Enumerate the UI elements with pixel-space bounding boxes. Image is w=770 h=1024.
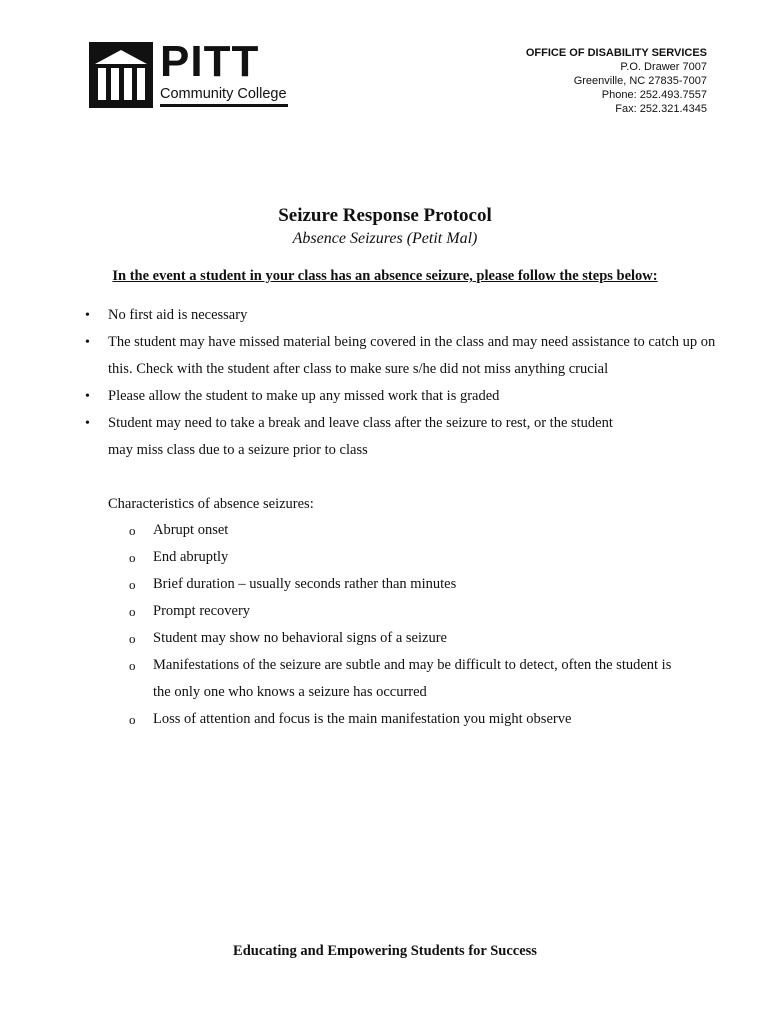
fax-number: Fax: 252.321.4345 — [615, 103, 707, 115]
college-logo — [89, 37, 289, 108]
characteristics-heading: Characteristics of absence seizures: — [108, 496, 314, 512]
logo-underline — [160, 104, 288, 107]
characteristic-text: Manifestations of the seizure are subtle and may be difficult to detect, often the student is the only one who knows a seizure has occurred — [153, 657, 672, 700]
characteristics-list — [129, 517, 729, 733]
hollow-bullet-icon: o — [129, 577, 136, 592]
characteristic-text: Brief duration – usually seconds rather than minutes — [153, 576, 457, 592]
list-item — [129, 517, 729, 544]
characteristic-text: Loss of attention and focus is the main manifestation you might observe — [153, 711, 572, 727]
address-line-1: P.O. Drawer 7007 — [620, 61, 707, 73]
building-icon — [89, 42, 153, 108]
hollow-bullet-icon: o — [129, 550, 136, 565]
office-address-block — [526, 46, 707, 116]
hollow-bullet-icon: o — [129, 631, 136, 646]
office-name: OFFICE OF DISABILITY SERVICES — [525, 47, 707, 59]
characteristic-text: Abrupt onset — [153, 522, 229, 538]
hollow-bullet-icon: o — [129, 604, 136, 619]
characteristic-text: End abruptly — [153, 549, 229, 565]
footer-tagline: Educating and Empowering Students for Success — [233, 943, 537, 959]
steps-list — [85, 302, 725, 464]
document-title: Seizure Response Protocol — [278, 205, 492, 226]
characteristic-text: Student may show no behavioral signs of a seizure — [153, 630, 447, 646]
step-text: The student may have missed material being covered in the class and may need assistance to catch up on this. Check with the student after class to make sure s/he did not miss anything crucial — [108, 334, 716, 377]
hollow-bullet-icon: o — [129, 523, 136, 538]
hollow-bullet-icon: o — [129, 658, 136, 673]
list-item — [129, 625, 729, 652]
list-item — [85, 383, 725, 410]
bullet-icon: • — [85, 335, 90, 350]
list-item — [129, 544, 729, 571]
list-item — [129, 598, 729, 625]
document-subtitle: Absence Seizures (Petit Mal) — [292, 230, 478, 247]
list-item — [129, 571, 729, 598]
characteristic-text: Prompt recovery — [153, 603, 251, 619]
hollow-bullet-icon: o — [129, 712, 136, 727]
list-item — [129, 706, 729, 733]
step-text: Student may need to take a break and leave class after the seizure to rest, or the student may miss class due to a seizure prior to class — [108, 415, 613, 458]
logo-wordmark: PITT — [160, 37, 260, 86]
logo-subtitle: Community College — [160, 86, 287, 102]
list-item — [85, 302, 725, 329]
list-item — [129, 652, 729, 706]
list-item — [85, 329, 725, 383]
bullet-icon: • — [85, 308, 90, 323]
bullet-icon: • — [85, 389, 90, 404]
address-line-2: Greenville, NC 27835-7007 — [573, 75, 707, 87]
list-item — [85, 410, 725, 464]
step-text: Please allow the student to make up any missed work that is graded — [108, 388, 500, 404]
phone-number: Phone: 252.493.7557 — [601, 89, 707, 101]
instruction-heading: In the event a student in your class has an absence seizure, please follow the steps below: — [112, 268, 658, 284]
bullet-icon: • — [85, 416, 90, 431]
step-text: No first aid is necessary — [108, 307, 248, 323]
